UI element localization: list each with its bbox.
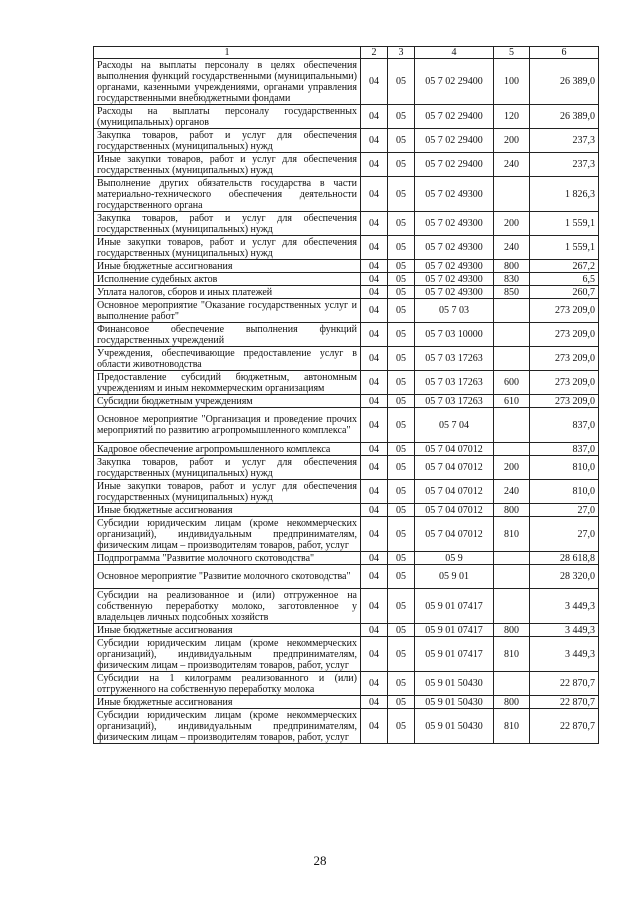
row-section: 04 (361, 443, 388, 456)
row-amount: 28 618,8 (530, 552, 599, 565)
row-target-code: 05 9 01 50430 (415, 709, 494, 744)
row-target-code: 05 9 01 07417 (415, 589, 494, 624)
row-name: Предоставление субсидий бюджетным, автономным учреждениям и иным некоммерческим организациям (94, 371, 361, 395)
row-target-code: 05 7 04 07012 (415, 456, 494, 480)
row-subsection: 05 (388, 236, 415, 260)
row-amount: 26 389,0 (530, 59, 599, 105)
row-target-code: 05 9 01 07417 (415, 624, 494, 637)
row-expense-type: 810 (494, 637, 530, 672)
row-name: Иные закупки товаров, работ и услуг для обеспечения государственных (муниципальных) нужд (94, 480, 361, 504)
table-row (94, 480, 599, 504)
table-row (94, 177, 599, 212)
row-amount: 1 559,1 (530, 236, 599, 260)
row-subsection: 05 (388, 153, 415, 177)
row-section: 04 (361, 696, 388, 709)
row-amount: 237,3 (530, 153, 599, 177)
row-amount: 273 209,0 (530, 371, 599, 395)
row-expense-type (494, 323, 530, 347)
row-expense-type: 850 (494, 286, 530, 299)
row-target-code: 05 7 03 17263 (415, 395, 494, 408)
row-target-code: 05 7 03 10000 (415, 323, 494, 347)
row-target-code: 05 9 01 50430 (415, 696, 494, 709)
row-target-code: 05 9 01 (415, 565, 494, 589)
row-section: 04 (361, 552, 388, 565)
row-expense-type (494, 672, 530, 696)
row-subsection: 05 (388, 517, 415, 552)
row-name: Закупка товаров, работ и услуг для обеспечения государственных (муниципальных) нужд (94, 212, 361, 236)
table-row (94, 696, 599, 709)
row-name: Субсидии юридическим лицам (кроме некоммерческих организаций), индивидуальным предпринимателям, физическим лицам – производителям товаров, работ, услуг (94, 709, 361, 744)
budget-table-body (94, 47, 599, 744)
row-name: Иные бюджетные ассигнования (94, 504, 361, 517)
row-subsection: 05 (388, 59, 415, 105)
row-section: 04 (361, 59, 388, 105)
table-row (94, 709, 599, 744)
row-name: Уплата налогов, сборов и иных платежей (94, 286, 361, 299)
row-subsection: 05 (388, 260, 415, 273)
table-row (94, 624, 599, 637)
row-name: Иные закупки товаров, работ и услуг для обеспечения государственных (муниципальных) нужд (94, 236, 361, 260)
row-amount: 28 320,0 (530, 565, 599, 589)
table-row (94, 395, 599, 408)
row-target-code: 05 7 02 49300 (415, 286, 494, 299)
row-expense-type (494, 565, 530, 589)
row-target-code: 05 7 02 49300 (415, 273, 494, 286)
row-section: 04 (361, 323, 388, 347)
row-section: 04 (361, 236, 388, 260)
row-expense-type: 240 (494, 480, 530, 504)
row-name: Расходы на выплаты персоналу государственных (муниципальных) органов (94, 105, 361, 129)
row-amount: 1 559,1 (530, 212, 599, 236)
row-amount: 273 209,0 (530, 323, 599, 347)
row-name: Иные бюджетные ассигнования (94, 696, 361, 709)
table-row (94, 129, 599, 153)
table-row (94, 236, 599, 260)
row-target-code: 05 7 02 49300 (415, 260, 494, 273)
row-amount: 22 870,7 (530, 672, 599, 696)
row-name: Основное мероприятие "Организация и проведение прочих мероприятий по развитию агропромышленного комплекса" (94, 408, 361, 443)
row-section: 04 (361, 177, 388, 212)
row-amount: 810,0 (530, 456, 599, 480)
row-section: 04 (361, 589, 388, 624)
row-expense-type: 240 (494, 153, 530, 177)
row-expense-type: 240 (494, 236, 530, 260)
row-name: Основное мероприятие "Развитие молочного скотоводства" (94, 565, 361, 589)
row-expense-type (494, 552, 530, 565)
row-section: 04 (361, 565, 388, 589)
row-amount: 260,7 (530, 286, 599, 299)
row-amount: 237,3 (530, 129, 599, 153)
row-amount: 1 826,3 (530, 177, 599, 212)
table-row (94, 273, 599, 286)
row-name: Закупка товаров, работ и услуг для обеспечения государственных (муниципальных) нужд (94, 129, 361, 153)
row-section: 04 (361, 105, 388, 129)
row-section: 04 (361, 480, 388, 504)
table-row (94, 212, 599, 236)
row-section: 04 (361, 260, 388, 273)
row-target-code: 05 7 02 49300 (415, 212, 494, 236)
row-expense-type (494, 589, 530, 624)
row-name: Субсидии на 1 килограмм реализованного и (или) отгруженного на собственную переработку молока (94, 672, 361, 696)
row-target-code: 05 7 04 07012 (415, 480, 494, 504)
row-subsection: 05 (388, 443, 415, 456)
row-name: Основное мероприятие "Оказание государственных услуг и выполнение работ" (94, 299, 361, 323)
row-subsection: 05 (388, 212, 415, 236)
header-col-1: 1 (94, 47, 361, 59)
row-section: 04 (361, 395, 388, 408)
row-target-code: 05 7 02 29400 (415, 59, 494, 105)
header-col-2: 2 (361, 47, 388, 59)
row-section: 04 (361, 299, 388, 323)
row-expense-type: 810 (494, 709, 530, 744)
table-row (94, 371, 599, 395)
row-expense-type: 200 (494, 129, 530, 153)
row-expense-type: 800 (494, 504, 530, 517)
row-name: Субсидии юридическим лицам (кроме некоммерческих организаций), индивидуальным предпринимателям, физическим лицам – производителям товаров, работ, услуг (94, 637, 361, 672)
row-target-code: 05 7 03 (415, 299, 494, 323)
row-section: 04 (361, 456, 388, 480)
row-expense-type (494, 299, 530, 323)
table-row (94, 347, 599, 371)
table-row (94, 504, 599, 517)
row-section: 04 (361, 129, 388, 153)
budget-table (93, 46, 599, 744)
table-row (94, 105, 599, 129)
table-row (94, 59, 599, 105)
row-subsection: 05 (388, 395, 415, 408)
table-row (94, 286, 599, 299)
row-subsection: 05 (388, 589, 415, 624)
row-subsection: 05 (388, 347, 415, 371)
row-target-code: 05 9 01 50430 (415, 672, 494, 696)
row-section: 04 (361, 153, 388, 177)
row-section: 04 (361, 286, 388, 299)
row-amount: 26 389,0 (530, 105, 599, 129)
row-subsection: 05 (388, 129, 415, 153)
header-col-5: 5 (494, 47, 530, 59)
table-row (94, 260, 599, 273)
row-target-code: 05 7 04 07012 (415, 504, 494, 517)
row-section: 04 (361, 347, 388, 371)
row-subsection: 05 (388, 456, 415, 480)
row-section: 04 (361, 504, 388, 517)
row-name: Субсидии на реализованное и (или) отгруженное на собственную переработку молоко, заготовленное у владельцев личных подсобных хозяйств (94, 589, 361, 624)
row-amount: 810,0 (530, 480, 599, 504)
header-col-3: 3 (388, 47, 415, 59)
row-expense-type: 800 (494, 260, 530, 273)
row-name: Субсидии бюджетным учреждениям (94, 395, 361, 408)
row-amount: 837,0 (530, 443, 599, 456)
row-name: Выполнение других обязательств государства в части материально-технического обеспечения деятельности государственного органа (94, 177, 361, 212)
row-expense-type: 610 (494, 395, 530, 408)
row-section: 04 (361, 408, 388, 443)
row-amount: 27,0 (530, 517, 599, 552)
table-row (94, 408, 599, 443)
row-target-code: 05 7 02 29400 (415, 129, 494, 153)
row-subsection: 05 (388, 565, 415, 589)
row-expense-type (494, 177, 530, 212)
row-target-code: 05 7 03 17263 (415, 371, 494, 395)
row-section: 04 (361, 709, 388, 744)
row-expense-type: 800 (494, 696, 530, 709)
table-row (94, 589, 599, 624)
row-subsection: 05 (388, 624, 415, 637)
row-target-code: 05 7 04 07012 (415, 443, 494, 456)
row-target-code: 05 7 02 49300 (415, 177, 494, 212)
row-name: Финансовое обеспечение выполнения функций государственных учреждений (94, 323, 361, 347)
row-amount: 273 209,0 (530, 347, 599, 371)
row-amount: 267,2 (530, 260, 599, 273)
row-target-code: 05 7 03 17263 (415, 347, 494, 371)
row-expense-type (494, 408, 530, 443)
row-amount: 3 449,3 (530, 637, 599, 672)
row-target-code: 05 7 02 29400 (415, 153, 494, 177)
row-expense-type (494, 443, 530, 456)
table-row (94, 552, 599, 565)
row-amount: 3 449,3 (530, 624, 599, 637)
table-row (94, 443, 599, 456)
row-subsection: 05 (388, 323, 415, 347)
row-subsection: 05 (388, 672, 415, 696)
row-target-code: 05 7 02 29400 (415, 105, 494, 129)
header-col-6: 6 (530, 47, 599, 59)
row-subsection: 05 (388, 637, 415, 672)
row-amount: 273 209,0 (530, 395, 599, 408)
row-amount: 273 209,0 (530, 299, 599, 323)
row-section: 04 (361, 672, 388, 696)
row-name: Иные закупки товаров, работ и услуг для обеспечения государственных (муниципальных) нужд (94, 153, 361, 177)
row-amount: 22 870,7 (530, 696, 599, 709)
row-expense-type: 830 (494, 273, 530, 286)
row-amount: 22 870,7 (530, 709, 599, 744)
row-subsection: 05 (388, 371, 415, 395)
row-target-code: 05 7 04 (415, 408, 494, 443)
row-section: 04 (361, 212, 388, 236)
table-row (94, 517, 599, 552)
table-header-row (94, 47, 599, 59)
row-expense-type: 600 (494, 371, 530, 395)
row-subsection: 05 (388, 105, 415, 129)
row-amount: 837,0 (530, 408, 599, 443)
row-name: Иные бюджетные ассигнования (94, 260, 361, 273)
row-subsection: 05 (388, 709, 415, 744)
table-row (94, 565, 599, 589)
row-name: Иные бюджетные ассигнования (94, 624, 361, 637)
row-expense-type (494, 347, 530, 371)
row-subsection: 05 (388, 504, 415, 517)
row-expense-type: 200 (494, 212, 530, 236)
row-name: Исполнение судебных актов (94, 273, 361, 286)
table-row (94, 672, 599, 696)
row-expense-type: 120 (494, 105, 530, 129)
row-expense-type: 100 (494, 59, 530, 105)
page-number: 28 (313, 853, 327, 868)
row-name: Кадровое обеспечение агропромышленного комплекса (94, 443, 361, 456)
row-subsection: 05 (388, 480, 415, 504)
table-row (94, 299, 599, 323)
row-subsection: 05 (388, 177, 415, 212)
row-amount: 27,0 (530, 504, 599, 517)
header-col-4: 4 (415, 47, 494, 59)
row-target-code: 05 7 04 07012 (415, 517, 494, 552)
row-amount: 3 449,3 (530, 589, 599, 624)
row-subsection: 05 (388, 273, 415, 286)
table-row (94, 153, 599, 177)
row-target-code: 05 7 02 49300 (415, 236, 494, 260)
row-subsection: 05 (388, 552, 415, 565)
row-name: Расходы на выплаты персоналу в целях обеспечения выполнения функций государственными (муниципальными) органами, казенными учреждениями, органами управления государственными внебюджетными фондами (94, 59, 361, 105)
row-subsection: 05 (388, 286, 415, 299)
table-row (94, 637, 599, 672)
row-section: 04 (361, 273, 388, 286)
row-name: Учреждения, обеспечивающие предоставление услуг в области животноводства (94, 347, 361, 371)
row-subsection: 05 (388, 299, 415, 323)
row-section: 04 (361, 637, 388, 672)
row-subsection: 05 (388, 696, 415, 709)
row-expense-type: 800 (494, 624, 530, 637)
row-amount: 6,5 (530, 273, 599, 286)
row-section: 04 (361, 624, 388, 637)
table-row (94, 456, 599, 480)
row-name: Закупка товаров, работ и услуг для обеспечения государственных (муниципальных) нужд (94, 456, 361, 480)
row-expense-type: 810 (494, 517, 530, 552)
row-subsection: 05 (388, 408, 415, 443)
row-expense-type: 200 (494, 456, 530, 480)
row-name: Субсидии юридическим лицам (кроме некоммерческих организаций), индивидуальным предпринимателям, физическим лицам – производителям товаров, работ, услуг (94, 517, 361, 552)
row-target-code: 05 9 01 07417 (415, 637, 494, 672)
row-target-code: 05 9 (415, 552, 494, 565)
row-section: 04 (361, 517, 388, 552)
row-name: Подпрограмма "Развитие молочного скотоводства" (94, 552, 361, 565)
table-row (94, 323, 599, 347)
row-section: 04 (361, 371, 388, 395)
